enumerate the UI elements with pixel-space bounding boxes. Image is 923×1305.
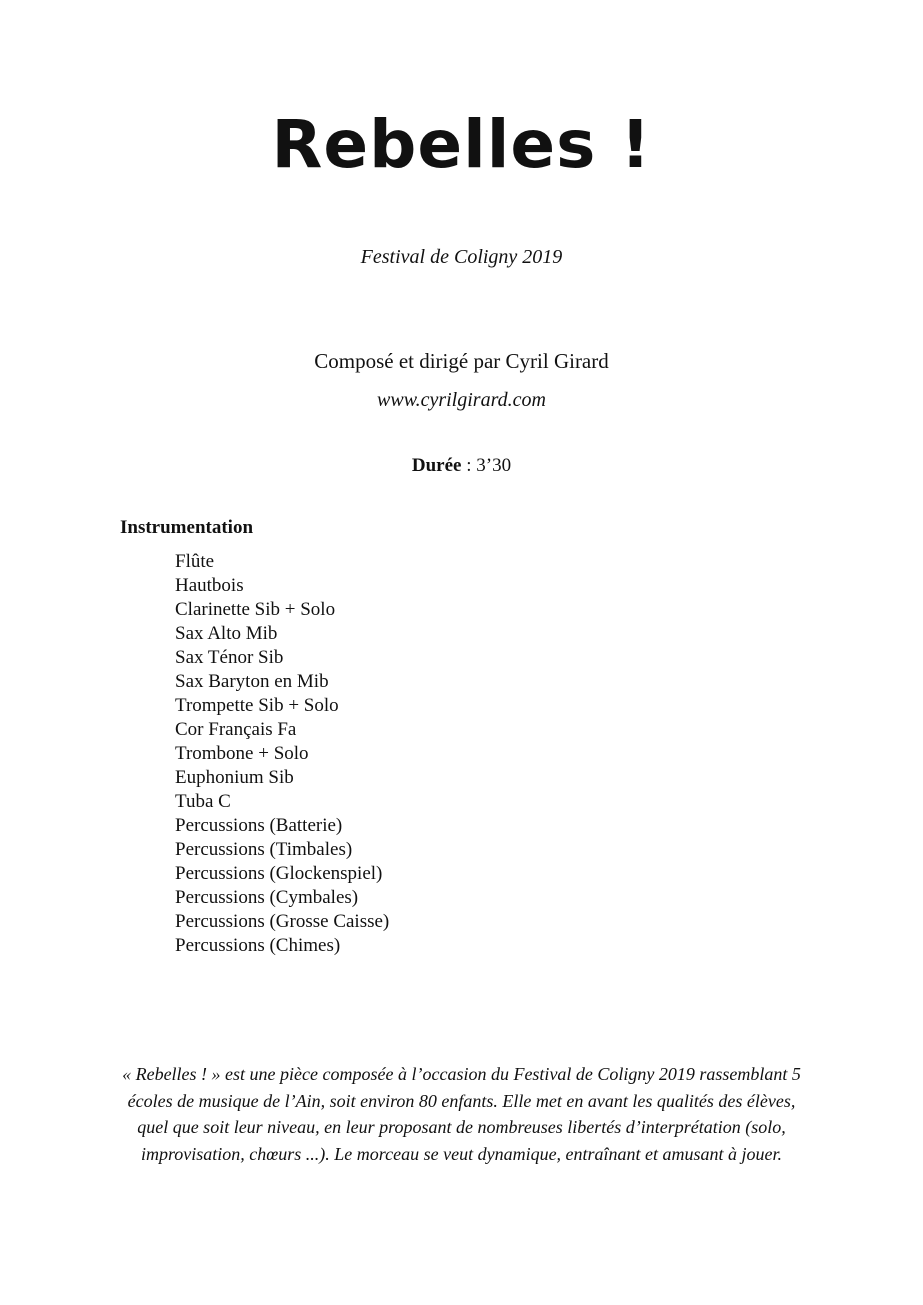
instrument-item: Percussions (Timbales) [175,839,353,860]
instrument-item: Sax Alto Mib [175,623,278,644]
duration-line [0,452,923,480]
instrument-item: Flûte [175,551,215,572]
composer-line: Composé et dirigé par Cyril Girard [314,349,609,373]
instrument-item: Percussions (Batterie) [175,815,343,836]
instrument-item: Clarinette Sib + Solo [175,599,336,620]
duration-label: Durée [411,455,462,476]
instrument-item: Euphonium Sib [175,767,294,788]
website-url: www.cyrilgirard.com [377,389,546,411]
instrument-item: Trombone + Solo [175,743,309,764]
duration-separator: : [461,455,477,476]
instrumentation-list [175,550,389,958]
instrument-item: Cor Français Fa [175,719,297,740]
instrument-item: Percussions (Grosse Caisse) [175,911,390,932]
event-subtitle: Festival de Coligny 2019 [360,246,563,268]
instrumentation-heading: Instrumentation [120,517,254,538]
piece-description: « Rebelles ! » est une pièce composée à l’occasion du Festival de Coligny 2019 rassemblant 5 écoles de musique de l’Ain, soit environ 80 enfants. Elle met en avant les qualités des élèves, quel que soit leur niveau, en leur proposant de nombreuses libertés d’interprétation (solo, improvisation, chœurs ...). Le morceau se veut dynamique, entraînant et amusant à jouer. [122,1064,801,1164]
instrument-item: Sax Ténor Sib [175,647,284,668]
instrument-item: Percussions (Chimes) [175,935,341,956]
instrument-item: Sax Baryton en Mib [175,671,329,692]
instrument-item: Hautbois [175,575,244,596]
instrument-item: Percussions (Glockenspiel) [175,863,383,884]
document-title: Rebelles ! [271,106,652,183]
instrument-item: Trompette Sib + Solo [175,695,339,716]
duration-value: 3’30 [476,455,512,476]
instrument-item: Tuba C [175,791,231,812]
instrument-item: Percussions (Cymbales) [175,887,359,908]
